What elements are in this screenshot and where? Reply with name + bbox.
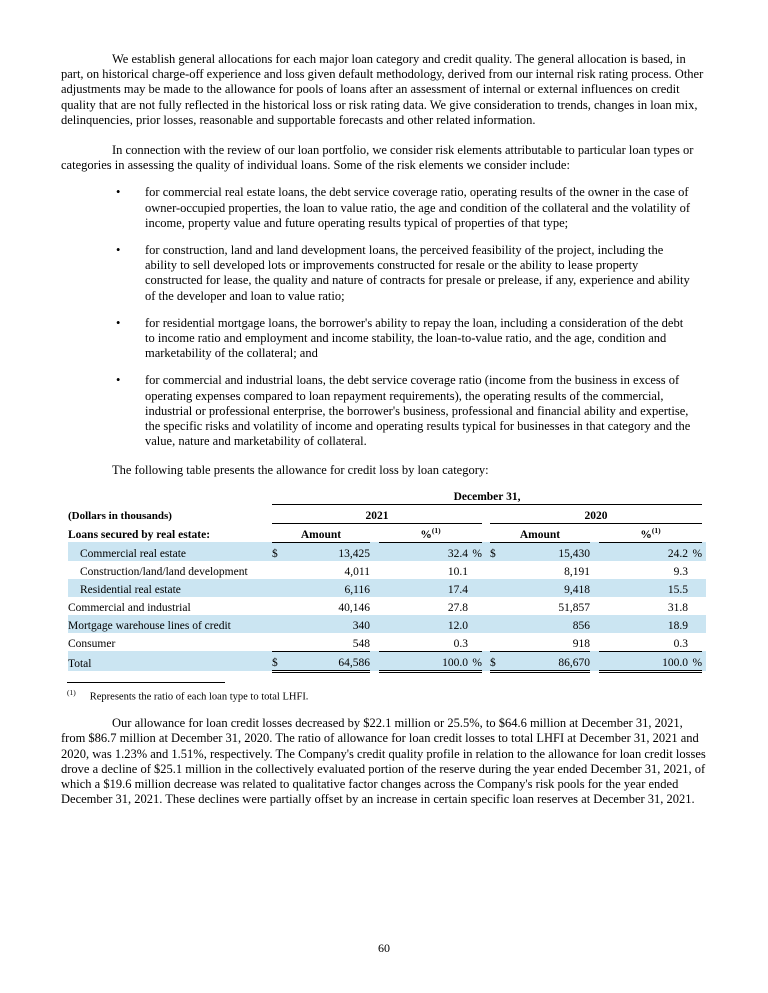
row-label: Consumer xyxy=(68,638,116,651)
row-label: Total xyxy=(68,658,92,671)
currency-2020 xyxy=(490,561,506,579)
table-row-commercial-real-estate xyxy=(68,542,706,561)
row-label: Mortgage warehouse lines of credit xyxy=(68,619,231,632)
currency-2021: $ xyxy=(272,651,288,671)
pct-2020: 24.2 % xyxy=(667,547,703,560)
header-row-columns xyxy=(68,523,706,542)
table-row-consumer xyxy=(68,633,706,652)
date-header: December 31, xyxy=(272,486,702,505)
amount-2020: 8,191 xyxy=(564,565,590,578)
pct-2020: 9.3 xyxy=(673,565,689,578)
pct-2021: 12.0 xyxy=(447,619,468,632)
amount-2021: 6,116 xyxy=(344,583,370,596)
currency-2021 xyxy=(272,633,288,652)
row-label: Construction/land/land development xyxy=(80,565,248,578)
bullet-text: for commercial real estate loans, the debt service coverage ratio, operating results of the owner in the case of owner-occupied properties, the loan to value ratio, the age and condition of the collateral and the volatility of income, property value and future operating results typical of properties of that type; xyxy=(145,185,691,230)
bullet-marker: • xyxy=(116,315,121,330)
currency-2020 xyxy=(490,579,506,597)
currency-2020 xyxy=(490,633,506,652)
amount-2021: 4,011 xyxy=(344,565,370,578)
pct-2020: 0.3 xyxy=(599,633,702,652)
bullet-text: for commercial and industrial loans, the debt service coverage ratio (income from the business in excess of operating expenses compared to loan repayment requirements), the operating results of the commercial, industrial or professional enterprise, the borrower's business, professional and financial ability and expertise, the specific risks and volatility of income and operating results typical for businesses in that category and the value, nature and marketability of collateral. xyxy=(145,373,691,449)
footnote-marker: (1) xyxy=(67,687,76,697)
currency-2021 xyxy=(272,597,288,615)
pct-2021: 27.8 xyxy=(447,601,468,614)
amount-2021: 40,146 xyxy=(338,601,370,614)
currency-2021 xyxy=(272,615,288,633)
header-row-date xyxy=(68,486,706,505)
amount-2021: 548 xyxy=(288,633,370,652)
amount-2021: 64,586 xyxy=(288,651,370,671)
footnote-ref: (1) xyxy=(651,525,661,535)
spacer-cell xyxy=(702,523,706,542)
currency-2020: $ xyxy=(490,651,506,671)
bullet-text: for residential mortgage loans, the borrower's ability to repay the loan, including a consideration of the debt to income ratio and employment and income stability, the loan-to-value ratio, and the age, condition and marketability of the collateral; and xyxy=(145,315,684,361)
footnote-text: Represents the ratio of each loan type to total LHFI. xyxy=(89,691,309,703)
pct-symbol: % xyxy=(640,528,652,541)
table-row-total xyxy=(68,651,706,671)
footnote-separator xyxy=(67,682,225,683)
bullet-text: for construction, land and land development loans, the perceived feasibility of the project, including the ability to sell developed lots or improvements constructed for resale or the ability to lease property constructed for lease, the quality and nature of contracts for presale or prelease, if any, experience and ability of the developer and loan to value ratio; xyxy=(145,243,690,303)
amount-2020: 918 xyxy=(506,633,590,652)
row-label: Commercial real estate xyxy=(80,547,187,560)
amount-2021-header: Amount xyxy=(272,523,370,542)
pct-2021: 100.0 % xyxy=(379,651,482,671)
bullet-marker: • xyxy=(116,185,121,200)
currency-2021: $ xyxy=(272,547,278,560)
amount-2021: 340 xyxy=(352,619,370,632)
allowance-for-credit-loss-table xyxy=(68,486,706,673)
pct-2020-header xyxy=(599,523,702,542)
row-label: Commercial and industrial xyxy=(68,601,191,614)
dollars-note: (Dollars in thousands) xyxy=(68,510,172,523)
spacer-cell xyxy=(482,504,490,523)
bullet-commercial-real-estate xyxy=(116,185,707,231)
amount-2021: 13,425 xyxy=(338,547,370,560)
bullet-construction-land xyxy=(116,243,707,304)
amount-2020: 15,430 xyxy=(558,547,590,560)
currency-2020: $ xyxy=(490,547,496,560)
paragraph-risk-elements: In connection with the review of our loan portfolio, we consider risk elements attributable to particular loan types or categories in assessing the quality of individual loans. Some of the risk elements we consider include: xyxy=(61,143,694,173)
table-row-commercial-industrial xyxy=(68,597,706,615)
paragraph-allowance-decrease: Our allowance for loan credit losses decreased by $22.1 million or 25.5%, to $64.6 million at December 31, 2021, from $86.7 million at December 31, 2020. The ratio of allowance for loan credit losses to total LHFI at December 31, 2021 and 2020, was 1.23% and 1.51%, respectively. The Company's credit quality profile in relation to the allowance for loan credit losses drove a decline of $25.1 million in the collectively evaluated portion of the reserve during the year ended December 31, 2021, of which a $19.6 million decrease was related to qualitative factor changes across the Company's risk pools for the year ended December 31, 2021. These declines were partially offset by an increase in certain specific loan reserves at December 31, 2021. xyxy=(61,716,706,807)
amount-2020: 51,857 xyxy=(558,601,590,614)
year-2020-header: 2020 xyxy=(490,504,702,523)
spacer-cell xyxy=(68,486,272,505)
paragraph-general-allocations: We establish general allocations for each major loan category and credit quality. The general allocation is based, in part, on historical charge-off experience and loss given default methodology, derived from our internal risk rating process. Other adjustments may be made to the allowance for pools of loans after an assessment of internal or external influences on credit quality that are not fully reflected in the historical loss or risk rating data. We give consideration to trends, changes in loan mix, delinquencies, prior losses, reasonable and supportable forecasts and other related information. xyxy=(61,52,704,127)
bullet-commercial-industrial xyxy=(116,373,707,449)
bullet-marker: • xyxy=(116,373,121,388)
pct-symbol: % xyxy=(420,528,432,541)
table-row-mortgage-warehouse xyxy=(68,615,706,633)
footnote xyxy=(67,686,707,704)
spacer-cell xyxy=(590,523,599,542)
currency-2020 xyxy=(490,615,506,633)
pct-2020: 100.0 % xyxy=(599,651,702,671)
spacer-cell xyxy=(702,504,706,523)
amount-2020: 856 xyxy=(572,619,590,632)
row-label: Residential real estate xyxy=(80,583,181,596)
amount-2020-header: Amount xyxy=(490,523,590,542)
currency-2020 xyxy=(490,597,506,615)
spacer-cell xyxy=(370,523,379,542)
pct-2021-header xyxy=(379,523,482,542)
spacer-cell xyxy=(702,486,706,505)
currency-2021 xyxy=(272,561,288,579)
year-2021-header: 2021 xyxy=(272,504,482,523)
footnote-ref: (1) xyxy=(431,525,441,535)
spacer-cell xyxy=(482,523,490,542)
pct-2020: 15.5 xyxy=(667,583,689,596)
pct-2021: 17.4 xyxy=(447,583,468,596)
pct-2020: 18.9 xyxy=(667,619,689,632)
table-row-residential-real-estate xyxy=(68,579,706,597)
header-row-years xyxy=(68,504,706,523)
amount-2020: 86,670 xyxy=(506,651,590,671)
pct-2021: 32.4 % xyxy=(447,547,482,560)
amount-2020: 9,418 xyxy=(564,583,590,596)
table-row-construction-land xyxy=(68,561,706,579)
pct-2021: 0.3 xyxy=(379,633,482,652)
section-label: Loans secured by real estate: xyxy=(68,529,211,542)
currency-2021 xyxy=(272,579,288,597)
pct-2021: 10.1 xyxy=(447,565,468,578)
page-number: 60 xyxy=(378,941,390,955)
bullet-marker: • xyxy=(116,243,121,258)
bullet-residential-mortgage xyxy=(116,316,707,362)
table-intro: The following table presents the allowance for credit loss by loan category: xyxy=(112,463,489,478)
pct-2020: 31.8 xyxy=(667,601,689,614)
